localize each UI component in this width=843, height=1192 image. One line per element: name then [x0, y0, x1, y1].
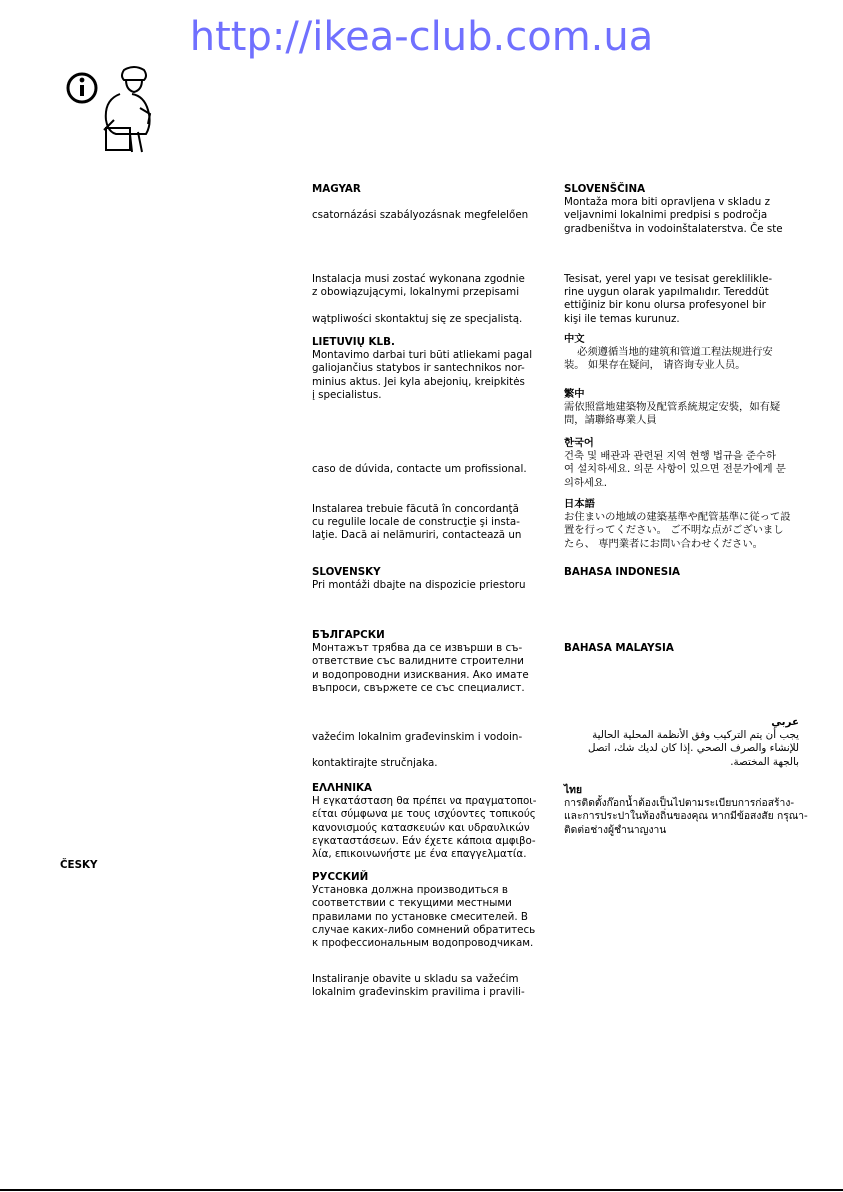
section-heading: 日本語 — [564, 498, 595, 510]
section-heading: BAHASA MALAYSIA — [564, 642, 674, 654]
bottom-rule — [0, 1189, 843, 1191]
section-ellinika — [312, 782, 557, 861]
section-heading: SLOVENSKY — [312, 566, 381, 578]
section-text: 건축 및 배관과 관련된 지역 현행 법규을 준수하 여 설치하세요. 의문 사항이 있으면 전문가에게 문 의하세요. — [564, 450, 786, 489]
section-text: การติดตั้งก๊อกน้ำต้องเป็นไปตามระเบียบการก่อสร้าง- และการประปาในท้องถิ่นของคุณ หากมีข้อสงสัย กรุณา- ติดต่อช่างผู้ชำนาญงาน — [564, 797, 808, 836]
section-magyar — [312, 183, 557, 223]
cesky-heading: ČESKY — [60, 859, 98, 871]
section-text: Instaliranje obavite u skladu sa važećim lokalnim građevinskim pravilima i pravili- — [312, 973, 525, 999]
section-heading: ΕΛΛΗΝΙΚΑ — [312, 782, 372, 794]
section-text: csatornázási szabályozásnak megfelelően — [312, 209, 529, 222]
section-text: Tesisat, yerel yapı ve tesisat gereklilikle- rine uygun olarak yapılmalıdır. Tereddüt ettiğiniz bir konu olursa profesyonel bir kişi ile temas kurunuz. — [564, 273, 773, 325]
section-zhongwen — [564, 333, 809, 373]
section-heading: 繁中 — [564, 388, 585, 400]
section-text: Монтажът трябва да се извърши в съ- ответствие със валидните строителни и водопроводни изисквания. Ако имате въпроси, свържете се със специалист. — [312, 642, 529, 694]
section-polski — [312, 273, 557, 326]
section-heading: SLOVENŠČINA — [564, 183, 646, 195]
section-text: Η εγκατάσταση θα πρέπει να πραγματοποι- είται σύμφωνα με τους ισχύοντες τοπικούς κανονισμούς κατασκευών και υδραυλικών εγκαταστάσεων. Εάν έχετε κάποια αμφιβο- λία, επικοινωνήστε με ένα επαγγελματία. — [312, 795, 537, 861]
section-heading: БЪЛГАРСКИ — [312, 629, 385, 641]
section-bahasa-indonesia — [564, 566, 809, 579]
section-portugues — [312, 463, 557, 476]
section-heading: MAGYAR — [312, 183, 361, 195]
section-heading: ไทย — [564, 784, 582, 796]
section-heading: عربي — [771, 716, 799, 728]
section-romana — [312, 503, 557, 543]
section-heading: LIETUVIŲ KLB. — [312, 336, 395, 348]
section-text: お住まいの地域の建築基準や配管基準に従って設 置を行ってください。 ご不明な点がございまし たら、 専門業者にお問い合わせください。 — [564, 511, 791, 550]
section-turkce — [564, 273, 809, 326]
section-bahasa-malaysia — [564, 642, 809, 655]
ikea-assembly-man-icon — [104, 67, 150, 152]
section-text: 必须遵循当地的建筑和管道工程法规进行安 装。 如果存在疑问， 请咨询专业人员。 — [564, 346, 773, 372]
section-arabi — [556, 716, 799, 769]
section-heading: 한국어 — [564, 437, 594, 449]
section-text: Instalacja musi zostać wykonana zgodnie z obowiązującymi, lokalnymi przepisami wątpliwości skontaktuj się ze specjalistą. — [312, 273, 525, 325]
section-hrvatski — [312, 731, 557, 771]
section-fanzhong — [564, 388, 809, 428]
section-text: caso de dúvida, contacte um profissional. — [312, 463, 527, 475]
section-text: Montaža mora biti opravljena v skladu z veljavnimi lokalnimi predpisi s področja gradbeništva in vodoinštalaterstva. Če ste — [564, 196, 783, 235]
watermark-url: http://ikea-club.com.ua — [189, 14, 654, 60]
section-slovensky — [312, 566, 557, 592]
section-text: Montavimo darbai turi būti atliekami pagal galiojančius statybos ir santechnikos nor- minius aktus. Jei kyla abejonių, kreipkitės į specialistus. — [312, 349, 533, 401]
section-lietuviu — [312, 336, 557, 402]
section-text: Instalarea trebuie făcută în concordanţă cu regulile locale de construcţie şi insta- laţie. Dacă ai nelămuriri, contactează un — [312, 503, 522, 542]
section-text: Pri montáži dbajte na dispozicie priestoru — [312, 579, 526, 592]
section-text: يجب أن يتم التركيب وفق الأنظمة المحلية الحالية للإنشاء والصرف الصحي .إذا كان لديك شك، اتصل بالجهة المختصة. — [588, 729, 799, 768]
section-russkiy — [312, 871, 557, 950]
section-text: 需依照當地建築物及配管系統規定安裝，如有疑 問，請聯絡專業人員 — [564, 401, 781, 427]
section-text: važećim lokalnim građevinskim i vodoin- kontaktirajte stručnjaka. — [312, 731, 523, 770]
section-balgarski — [312, 629, 557, 695]
section-text: Установка должна производиться в соответствии с текущими местными правилами по установке смесителей. В случае каких-либо сомнений обратитесь к профессиональным водопроводчикам. — [312, 884, 536, 950]
section-heading: BAHASA INDONESIA — [564, 566, 680, 578]
section-korean — [564, 437, 809, 490]
info-assembly-icon — [60, 62, 172, 154]
section-thai — [564, 784, 814, 837]
section-heading: 中文 — [564, 333, 585, 345]
section-nihongo — [564, 498, 809, 551]
section-slovenscina — [564, 183, 809, 236]
section-heading: РУССКИЙ — [312, 871, 369, 883]
section-srpski — [312, 973, 557, 999]
